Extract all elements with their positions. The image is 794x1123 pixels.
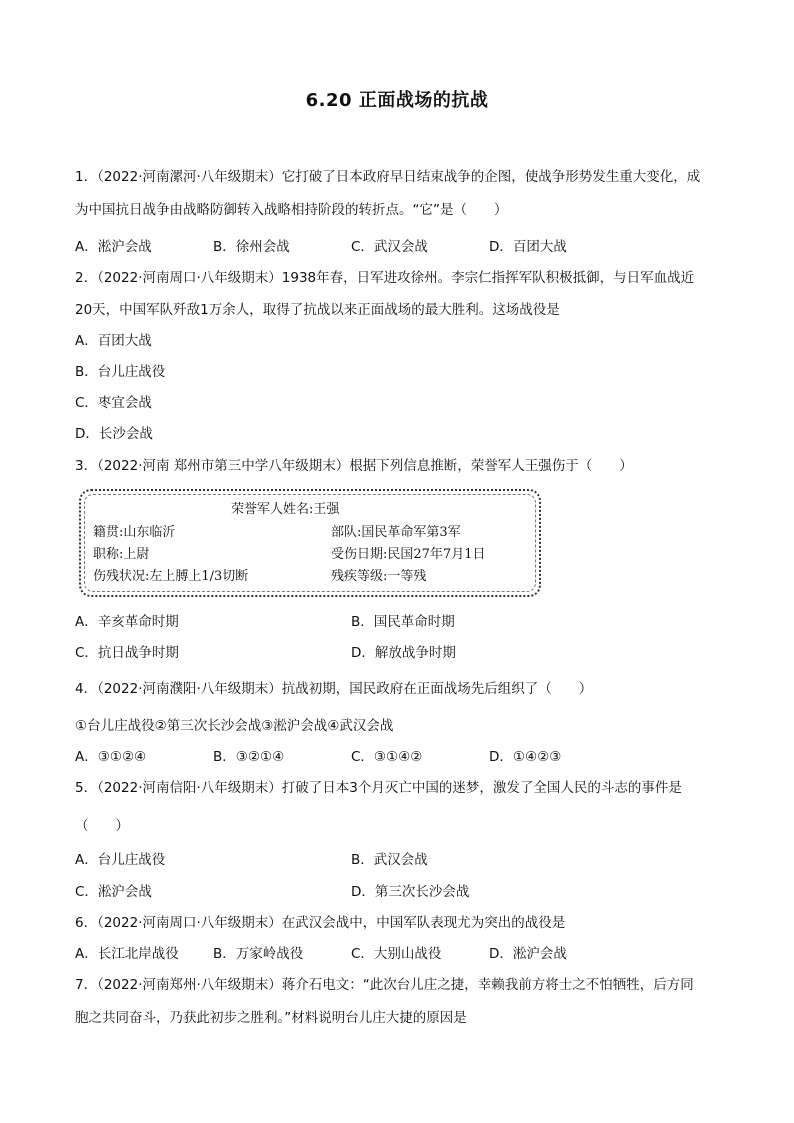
question-7-line-1: 7．（2022·河南郑州·八年级期末）蒋介石电文：“此次台儿庄之捷，幸赖我前方将士之不怕牺牲，后方同: [75, 977, 694, 993]
question-4-option-c[interactable]: C．③①④②: [351, 749, 423, 765]
question-4-line-1: 4．（2022·河南濮阳·八年级期末）抗战初期，国民政府在正面战场先后组织了（ ）: [75, 681, 593, 697]
card-injury-status: 伤残状况:左上膊上1/3切断: [93, 569, 249, 584]
question-2-line-2: 20天，中国军队歼敌1万余人，取得了抗战以来正面战场的最大胜利。这场战役是: [75, 302, 560, 318]
question-3-option-b[interactable]: B．国民革命时期: [351, 614, 455, 630]
question-6-option-a[interactable]: A．长江北岸战役: [75, 946, 179, 962]
question-4-option-b[interactable]: B．③②①④: [213, 749, 285, 765]
question-1-option-b[interactable]: B．徐州会战: [213, 239, 290, 255]
question-6-line-1: 6．（2022·河南周口·八年级期末）在武汉会战中，中国军队表现尤为突出的战役是: [75, 915, 566, 931]
card-unit: 部队:国民革命军第3军: [331, 525, 461, 540]
question-5-line-1: 5．（2022·河南信阳·八年级期末）打破了日本3个月灭亡中国的迷梦，激发了全国人民的斗志的事件是: [75, 780, 682, 796]
question-2-option-d[interactable]: D．长沙会战: [75, 426, 153, 442]
question-2-line-1: 2．（2022·河南周口·八年级期末）1938年春，日军进攻徐州。李宗仁指挥军队积极抵御，与日军血战近: [75, 270, 695, 286]
question-2-option-a[interactable]: A．百团大战: [75, 333, 152, 349]
question-4-option-a[interactable]: A．③①②④: [75, 749, 147, 765]
question-5-line-2: （ ）: [75, 818, 129, 834]
page-title: 6.20 正面战场的抗战: [305, 90, 489, 111]
question-5-option-b[interactable]: B．武汉会战: [351, 852, 428, 868]
question-1-option-d[interactable]: D．百团大战: [489, 239, 567, 255]
question-4-line-2: ①台儿庄战役②第三次长沙会战③淞沪会战④武汉会战: [75, 718, 394, 734]
card-header: 荣誉军人姓名:王强: [231, 502, 340, 517]
question-4-option-d[interactable]: D．①④②③: [489, 749, 562, 765]
card-rank: 职称:上尉: [93, 547, 150, 562]
question-6-option-d[interactable]: D．淞沪会战: [489, 946, 567, 962]
question-6-option-b[interactable]: B．万家岭战役: [213, 946, 304, 962]
card-native-place: 籍贯:山东临沂: [93, 525, 176, 540]
question-3-option-d[interactable]: D．解放战争时期: [351, 645, 456, 661]
card-disability-level: 残疾等级:一等残: [331, 569, 427, 584]
question-6-option-c[interactable]: C．大别山战役: [351, 946, 442, 962]
question-5-option-a[interactable]: A．台儿庄战役: [75, 852, 166, 868]
question-2-option-b[interactable]: B．台儿庄战役: [75, 364, 166, 380]
question-3-line-1: 3．（2022·河南 郑州市第三中学八年级期末）根据下列信息推断，荣誉军人王强伤于（ ）: [75, 458, 633, 474]
card-injury-date: 受伤日期:民国27年7月1日: [331, 547, 486, 562]
question-3-option-a[interactable]: A．辛亥革命时期: [75, 614, 179, 630]
honor-soldier-card: [79, 489, 541, 597]
question-7-line-2: 胞之共同奋斗，乃获此初步之胜利。”材料说明台儿庄大捷的原因是: [75, 1010, 467, 1026]
question-3-option-c[interactable]: C．抗日战争时期: [75, 645, 179, 661]
question-5-option-c[interactable]: C．淞沪会战: [75, 884, 152, 900]
question-1-option-c[interactable]: C．武汉会战: [351, 239, 428, 255]
question-2-option-c[interactable]: C．枣宜会战: [75, 395, 152, 411]
question-1-line-1: 1．（2022·河南漯河·八年级期末）它打破了日本政府早日结束战争的企图，使战争形势发生重大变化，成: [75, 169, 701, 185]
question-5-option-d[interactable]: D．第三次长沙会战: [351, 884, 470, 900]
question-1-line-2: 为中国抗日战争由战略防御转入战略相持阶段的转折点。“它”是（ ）: [75, 202, 508, 218]
question-1-option-a[interactable]: A．淞沪会战: [75, 239, 152, 255]
